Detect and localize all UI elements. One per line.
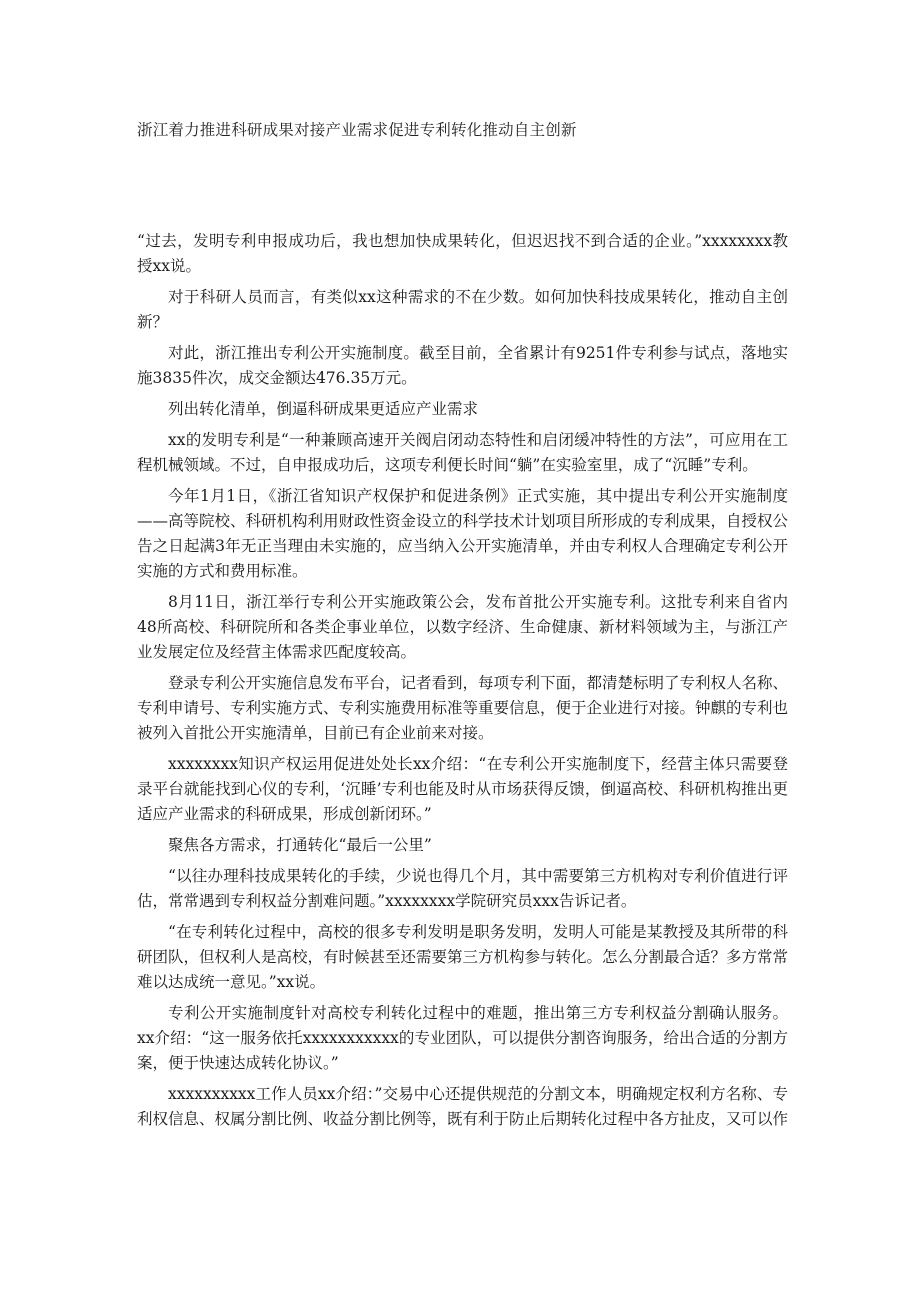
paragraph-8: 登录专利公开实施信息发布平台，记者看到，每项专利下面，都清楚标明了专利权人名称、专利申请号、专利实施方式、专利实施费用标准等重要信息，便于企业进行对接。钟麒的专利也被列入首批公开实施清单，目前已有企业前来对接。	[137, 674, 789, 742]
document-title: 浙江着力推进科研成果对接产业需求促进专利转化推动自主创新	[137, 121, 577, 139]
article-body	[137, 229, 788, 1138]
paragraph-7: 8月11日，浙江举行专利公开实施政策公会，发布首批公开实施专利。这批专利来自省内48所高校、科研院所和各类企事业单位，以数字经济、生命健康、新材料领域为主，与浙江产业发展定位及经营主体需求匹配度较高。	[137, 593, 788, 661]
paragraph-12: “在专利转化过程中，高校的很多专利发明是职务发明，发明人可能是某教授及其所带的科研团队，但权利人是高校，有时候甚至还需要第三方机构参与转化。怎么分割最合适？多方常常难以达成统一意见。”xx说。	[137, 923, 789, 991]
paragraph-6: 今年1月1日，《浙江省知识产权保护和促进条例》正式实施，其中提出专利公开实施制度——高等院校、科研机构利用财政性资金设立的科学技术计划项目所形成的专利成果，自授权公告之日起满3年无正当理由未实施的，应当纳入公开实施清单，并由专利权人合理确定专利公开实施的方式和费用标准。	[137, 487, 789, 580]
paragraph-13: 专利公开实施制度针对高校专利转化过程中的难题，推出第三方专利权益分割确认服务。xx介绍：“这一服务依托xxxxxxxxxxx的专业团队，可以提供分割咨询服务，给出合适的分割方案，便于快速达成转化协议。”	[137, 1004, 788, 1072]
paragraph-11: “以往办理科技成果转化的手续，少说也得几个月，其中需要第三方机构对专利价值进行评估，常常遇到专利权益分割难问题。”xxxxxxxx学院研究员xxx告诉记者。	[137, 867, 788, 910]
section-heading-1: 列出转化清单，倒逼科研成果更适应产业需求	[168, 400, 479, 418]
section-heading-2: 聚焦各方需求，打通转化“最后一公里”	[168, 836, 432, 854]
paragraph-1: “过去，发明专利申报成功后，我也想加快成果转化，但迟迟找不到合适的企业。”xxxxxxxx教授xx说。	[137, 232, 788, 275]
paragraph-5: xx的发明专利是“一种兼顾高速开关阀启闭动态特性和启闭缓冲特性的方法”，可应用在工程机械领域。不过，自申报成功后，这项专利便长时间“躺”在实验室里，成了“沉睡”专利。	[137, 431, 788, 474]
paragraph-2: 对于科研人员而言，有类似xx这种需求的不在少数。如何加快科技成果转化，推动自主创新？	[137, 288, 788, 331]
paragraph-9: xxxxxxxx知识产权运用促进处处长xx介绍：“在专利公开实施制度下，经营主体只需要登录平台就能找到心仪的专利，‘沉睡’专利也能及时从市场获得反馈，倒逼高校、科研机构推出更适应产业需求的科研成果，形成创新闭环。”	[137, 755, 788, 823]
paragraph-14: xxxxxxxxxx工作人员xx介绍：”交易中心还提供规范的分割文本，明确规定权利方名称、专利权信息、权属分割比例、收益分割比例等，既有利于防止后期转化过程中各方扯皮，又可以作	[137, 1085, 789, 1128]
paragraph-3: 对此，浙江推出专利公开实施制度。截至目前，全省累计有9251件专利参与试点，落地实施3835件次，成交金额达476.35万元。	[137, 344, 788, 387]
